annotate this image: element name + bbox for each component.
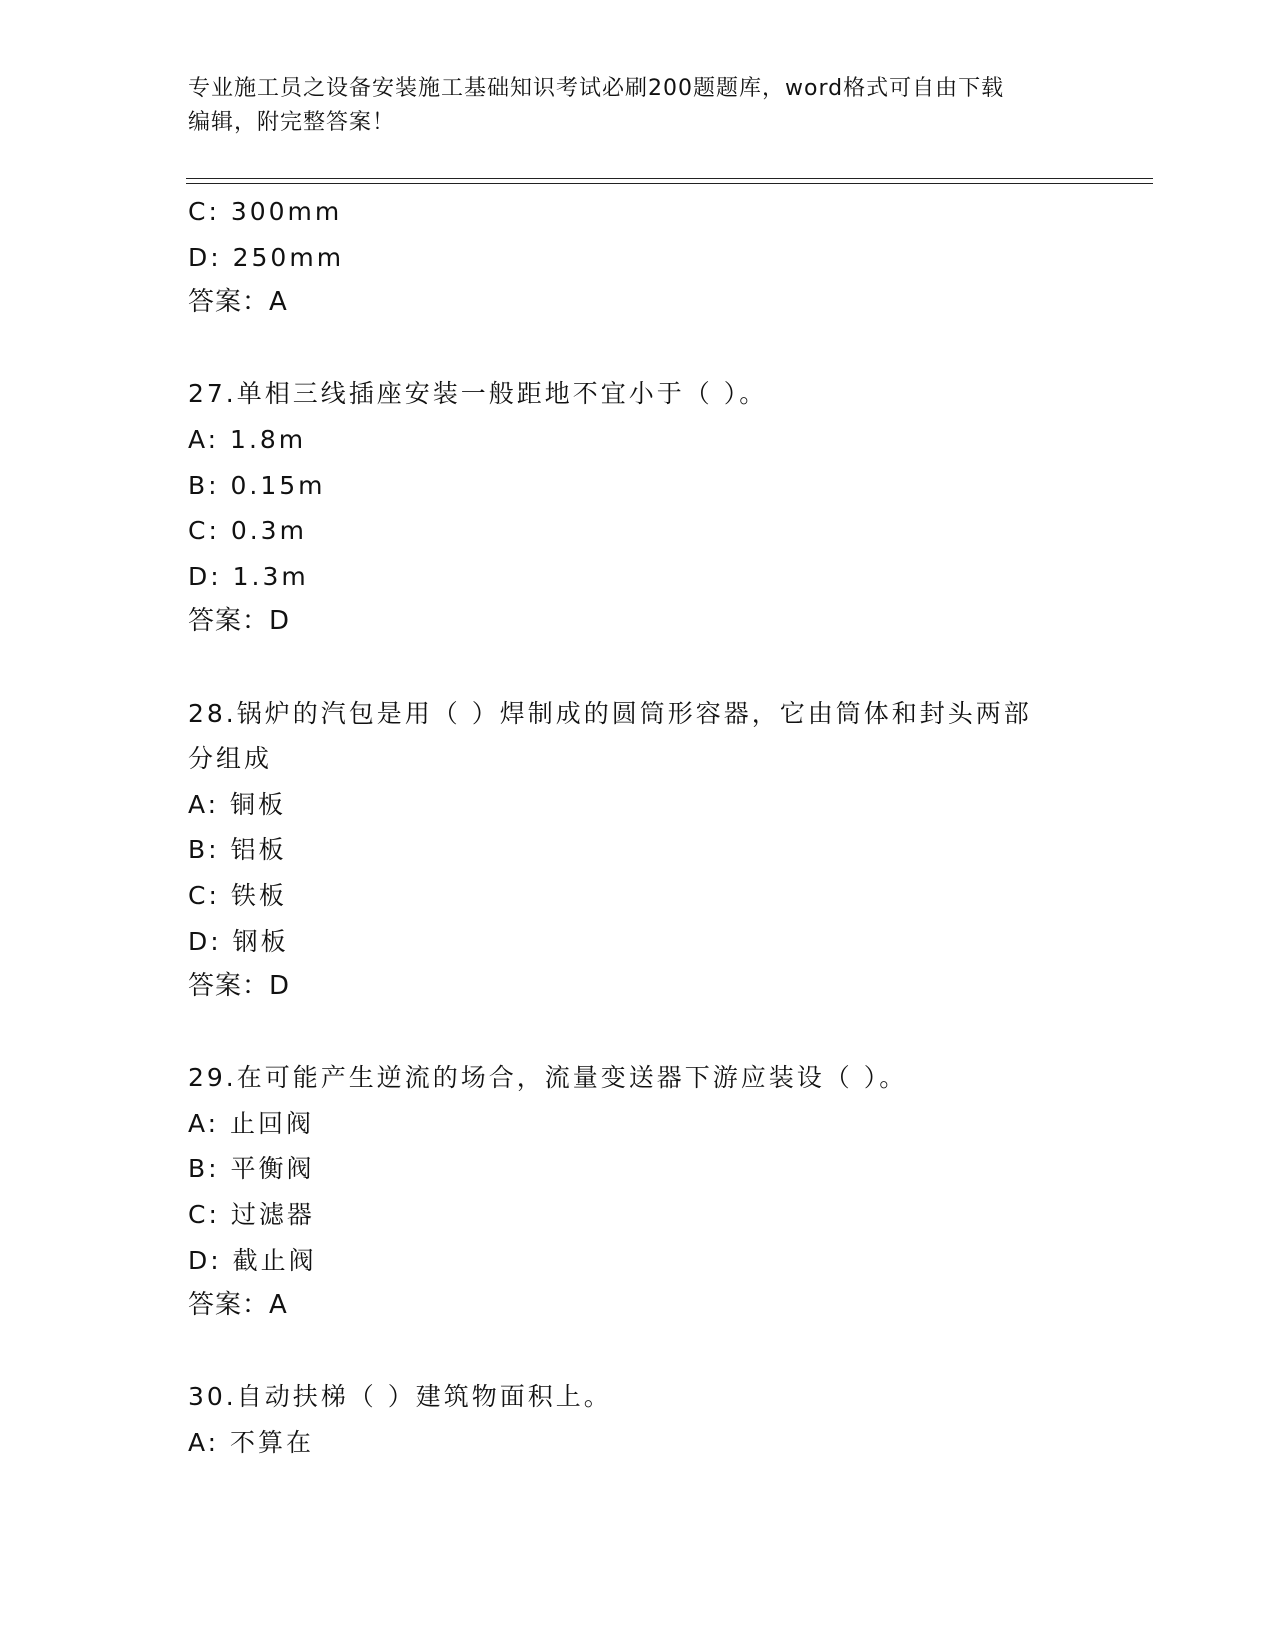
question-30 xyxy=(188,1374,1088,1465)
option-c: C: 铁板 xyxy=(188,880,287,910)
header-divider-top xyxy=(186,178,1153,179)
option-b: B: 0.15m xyxy=(188,470,326,500)
question-28 xyxy=(188,691,1088,1010)
question-text-line-2: 分组成 xyxy=(188,744,273,774)
question-text-line-1: 28.锅炉的汽包是用（ ）焊制成的圆筒形容器，它由筒体和封头两部 xyxy=(188,698,1032,728)
option-c: C: 300mm xyxy=(188,197,343,226)
header-title-line-2: 编辑，附完整答案！ xyxy=(188,110,396,135)
option-d: D: 250mm xyxy=(188,242,345,272)
option-a: A: 铜板 xyxy=(188,789,287,819)
question-text: 29.在可能产生逆流的场合，流量变送器下游应装设（ ）。 xyxy=(188,1063,908,1093)
question-26-continued xyxy=(188,189,1088,326)
option-d: D: 钢板 xyxy=(188,926,289,956)
answer: 答案：A xyxy=(188,1290,288,1321)
option-b: B: 平衡阀 xyxy=(188,1154,315,1184)
header-title-line-1: 专业施工员之设备安装施工基础知识考试必刷200题题库，word格式可自由下载 xyxy=(188,76,1005,101)
header-divider-bottom xyxy=(186,183,1153,184)
option-c: C: 过滤器 xyxy=(188,1200,315,1230)
option-a: A: 止回阀 xyxy=(188,1108,315,1138)
option-b: B: 铝板 xyxy=(188,835,287,865)
answer: 答案：D xyxy=(188,971,291,1002)
question-29 xyxy=(188,1055,1088,1329)
option-a: A: 1.8m xyxy=(188,424,307,454)
option-d: D: 截止阀 xyxy=(188,1245,317,1275)
question-27 xyxy=(188,371,1088,645)
question-text: 30.自动扶梯（ ）建筑物面积上。 xyxy=(188,1382,612,1412)
document-header xyxy=(188,72,1088,140)
question-list xyxy=(188,189,1088,1466)
option-c: C: 0.3m xyxy=(188,516,307,546)
option-d: D: 1.3m xyxy=(188,561,309,591)
answer: 答案：A xyxy=(188,287,288,318)
answer: 答案：D xyxy=(188,606,291,637)
option-a: A: 不算在 xyxy=(188,1428,315,1458)
question-text: 27.单相三线插座安装一般距地不宜小于（ ）。 xyxy=(188,379,768,409)
